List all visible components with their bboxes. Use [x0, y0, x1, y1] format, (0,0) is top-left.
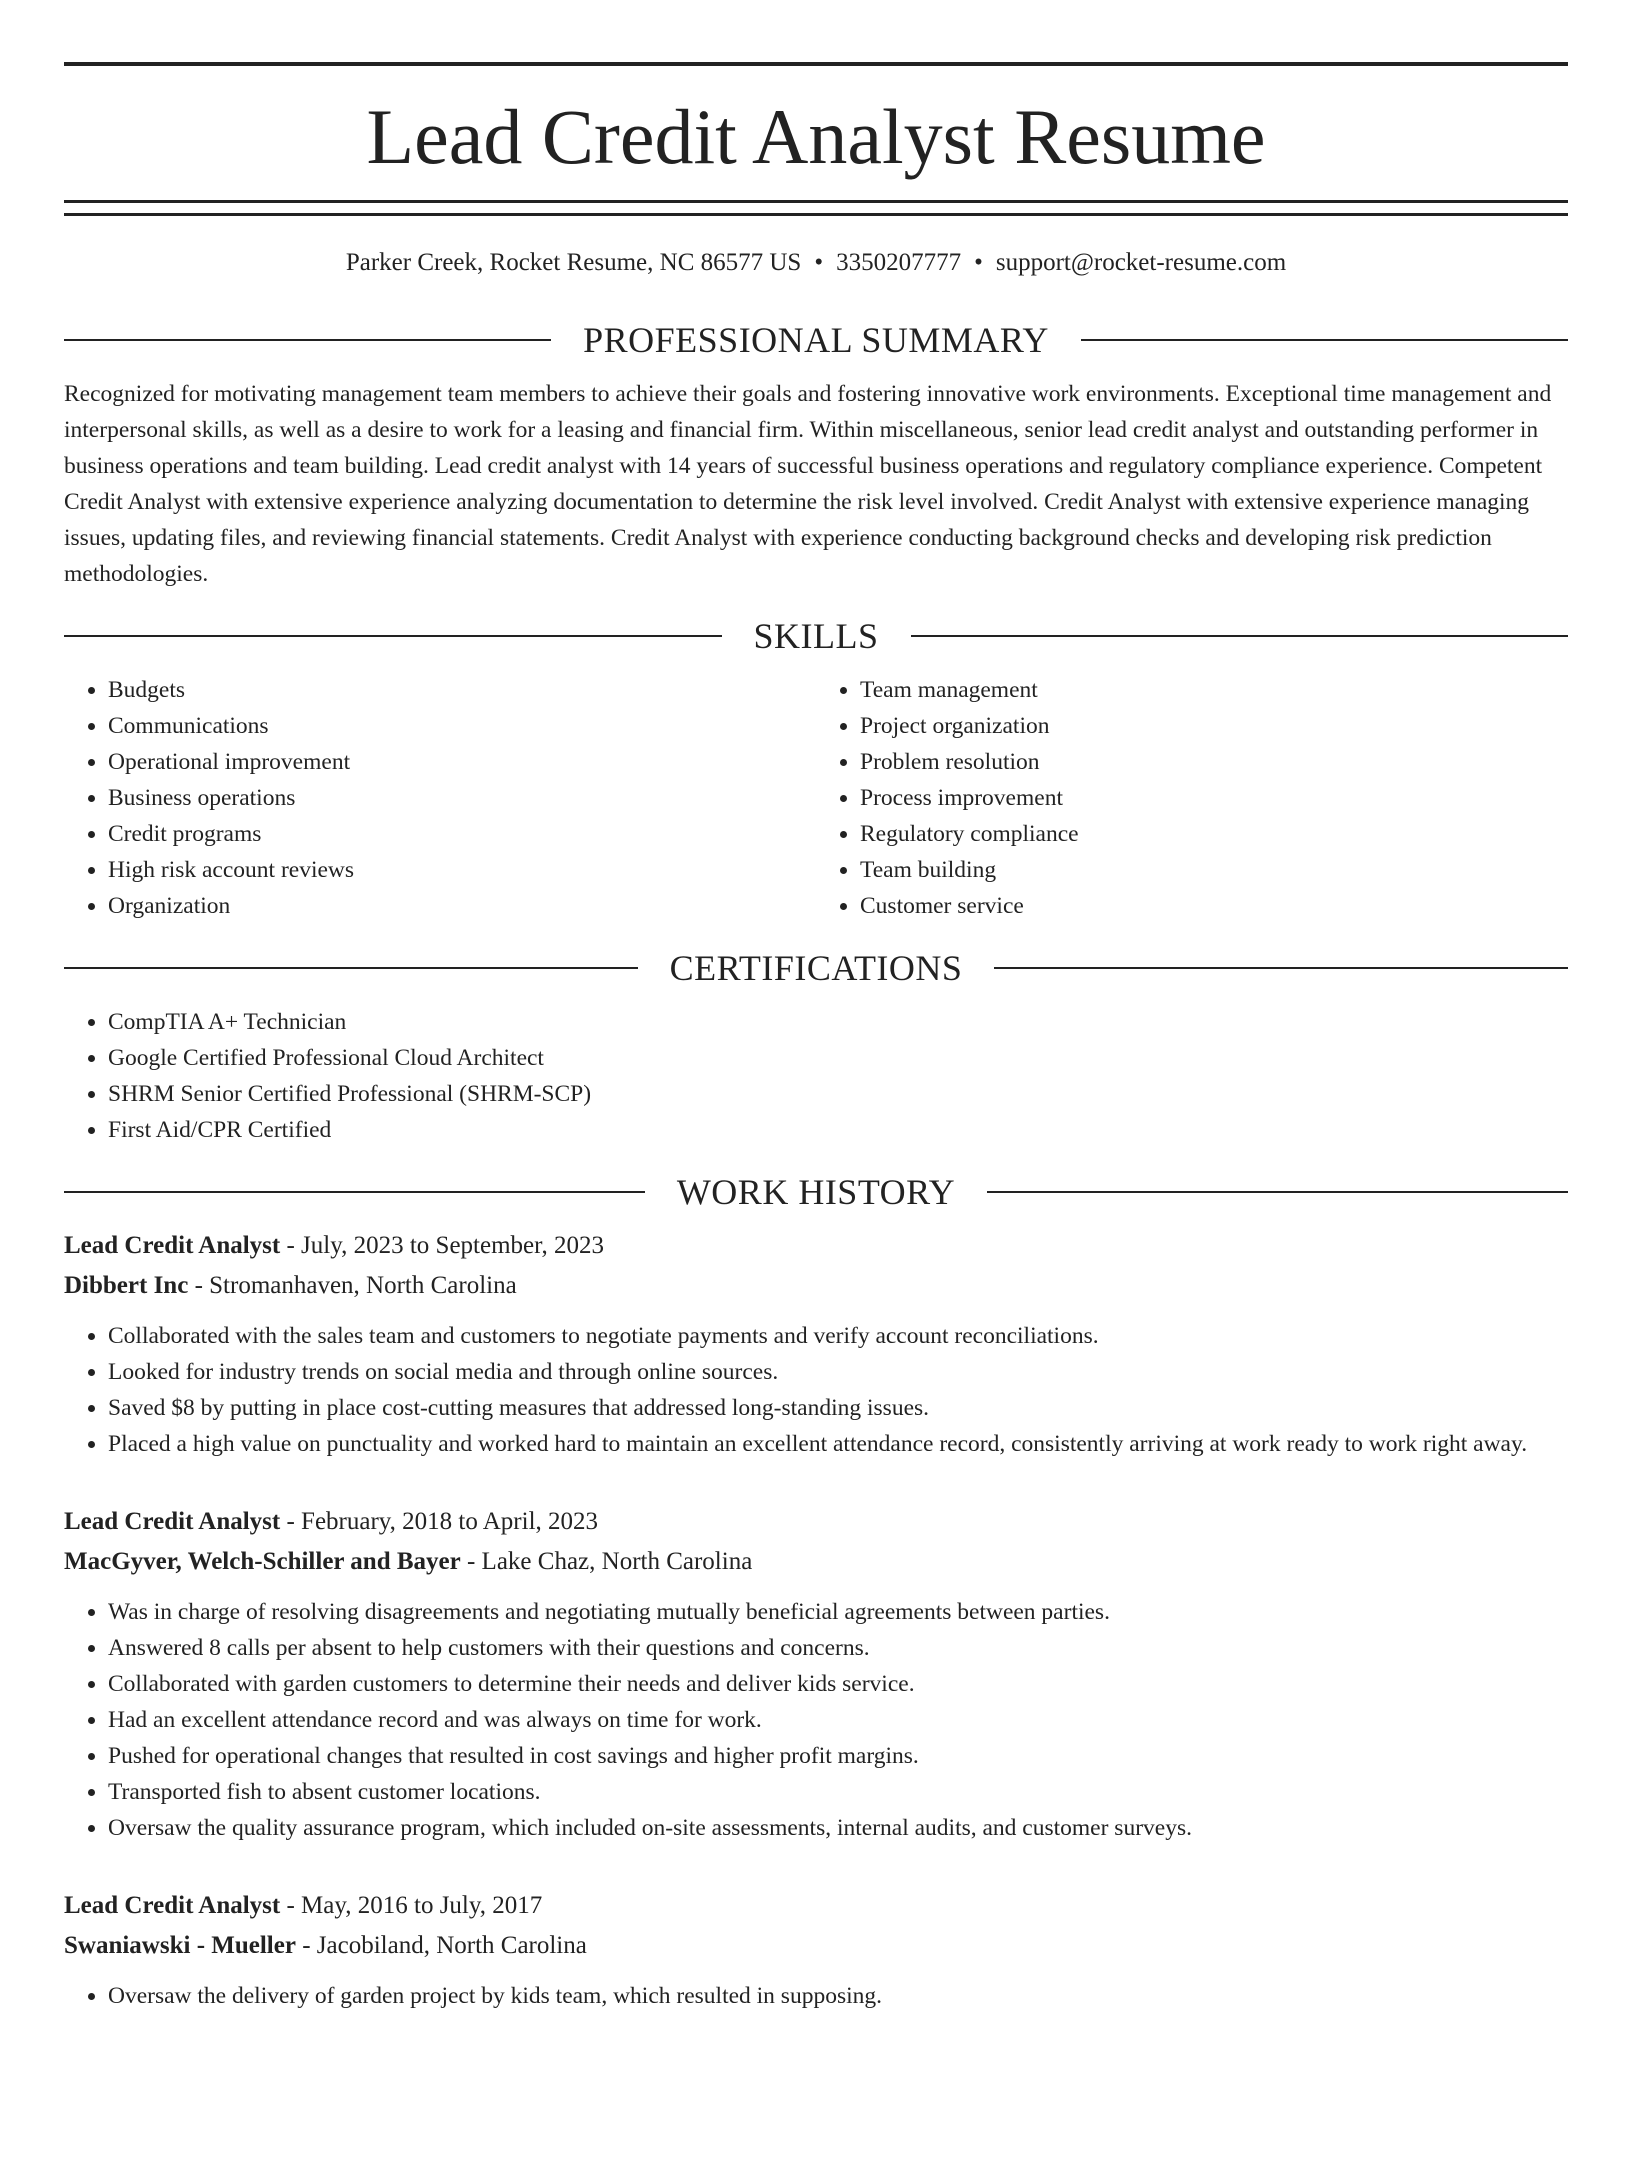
- job-title-line: [64, 1226, 1568, 1266]
- job-bullet: • Pushed for operational changes that resulted in cost savings and higher profit margins.: [108, 1738, 1568, 1774]
- skill-item: • Process improvement: [860, 780, 1568, 816]
- job-bullet: • Placed a high value on punctuality and worked hard to maintain an excellent attendance record, consistently arriving at work ready to work right away.: [108, 1426, 1568, 1462]
- job-bullets: [64, 1594, 1568, 1846]
- job-role: Lead Credit Analyst: [64, 1232, 281, 1259]
- heading-rule-right: [994, 967, 1568, 969]
- job-dates: - May, 2016 to July, 2017: [280, 1892, 543, 1919]
- summary-paragraph: Recognized for motivating management team members to achieve their goals and fostering innovative work environments. Exceptional time management and interpersonal skills, as well as a desire to work for a leasing and financial firm. Within miscellaneous, senior lead credit analyst and outstanding performer in business operations and team building. Lead credit analyst with 14 years of successful business operations and regulatory compliance experience. Competent Credit Analyst with extensive experience analyzing documentation to determine the risk level involved. Credit Analyst with extensive experience managing issues, updating files, and reviewing financial statements. Credit Analyst with experience conducting background checks and developing risk prediction methodologies.: [64, 381, 1552, 587]
- job-company: Dibbert Inc: [64, 1272, 189, 1299]
- contact-address: Parker Creek, Rocket Resume, NC 86577 US: [345, 249, 802, 276]
- heading-rule-left: [64, 635, 722, 637]
- certification-item: • First Aid/CPR Certified: [108, 1112, 1568, 1148]
- skill-item: • Organization: [108, 888, 816, 924]
- job-location: - Stromanhaven, North Carolina: [188, 1272, 517, 1299]
- heading-rule-left: [64, 1191, 645, 1193]
- contact-separator: •: [974, 249, 983, 276]
- job-location: - Jacobiland, North Carolina: [295, 1932, 587, 1959]
- skill-item: • Team management: [860, 672, 1568, 708]
- skill-item: • Regulatory compliance: [860, 816, 1568, 852]
- heading-rule-right: [1081, 339, 1568, 341]
- certifications-heading-label: CERTIFICATIONS: [669, 948, 963, 988]
- skill-item: • High risk account reviews: [108, 852, 816, 888]
- heading-rule-left: [64, 339, 551, 341]
- skills-list-left: [64, 672, 816, 924]
- job-company: Swaniawski - Mueller: [64, 1932, 296, 1959]
- job-bullet: • Had an excellent attendance record and was always on time for work.: [108, 1702, 1568, 1738]
- certifications-block: [64, 1004, 1568, 1148]
- job-bullet: • Oversaw the delivery of garden project by kids team, which resulted in supposing.: [108, 1978, 1568, 2014]
- skill-item: • Project organization: [860, 708, 1568, 744]
- skills-heading: [64, 616, 1568, 656]
- skills-heading-label: SKILLS: [753, 616, 879, 656]
- resume-page: [0, 62, 1632, 2174]
- title-double-rule: [64, 200, 1568, 216]
- contact-phone: 3350207777: [836, 249, 962, 276]
- skills-list-right: [816, 672, 1568, 924]
- job-dates: - February, 2018 to April, 2023: [280, 1508, 599, 1535]
- job-bullets: [64, 1978, 1568, 2014]
- certification-item: • CompTIA A+ Technician: [108, 1004, 1568, 1040]
- skill-item: • Team building: [860, 852, 1568, 888]
- certification-item: • SHRM Senior Certified Professional (SHRM-SCP): [108, 1076, 1568, 1112]
- contact-email: support@rocket-resume.com: [995, 249, 1287, 276]
- job-company-line: [64, 1266, 1568, 1306]
- skills-right-column: [816, 672, 1568, 924]
- contact-line: [64, 250, 1568, 280]
- summary-heading-label: PROFESSIONAL SUMMARY: [583, 320, 1049, 360]
- certifications-list: [64, 1004, 1568, 1148]
- job-bullet: • Collaborated with the sales team and customers to negotiate payments and verify account reconciliations.: [108, 1318, 1568, 1354]
- job-entry: [64, 1226, 1568, 1462]
- skill-item: • Credit programs: [108, 816, 816, 852]
- job-entry: [64, 1502, 1568, 1846]
- job-bullet: • Was in charge of resolving disagreements and negotiating mutually beneficial agreements between parties.: [108, 1594, 1568, 1630]
- skill-item: • Communications: [108, 708, 816, 744]
- skills-columns: [64, 672, 1568, 924]
- summary-heading: [64, 320, 1568, 360]
- job-title-line: [64, 1886, 1568, 1926]
- heading-rule-left: [64, 967, 638, 969]
- resume-title: Lead Credit Analyst Resume: [366, 93, 1266, 180]
- job-bullet: • Looked for industry trends on social media and through online sources.: [108, 1354, 1568, 1390]
- job-bullet: • Answered 8 calls per absent to help customers with their questions and concerns.: [108, 1630, 1568, 1666]
- skill-item: • Budgets: [108, 672, 816, 708]
- contact-separator: •: [814, 249, 824, 276]
- job-company-line: [64, 1542, 1568, 1582]
- job-location: - Lake Chaz, North Carolina: [460, 1548, 753, 1575]
- work-heading-label: WORK HISTORY: [676, 1172, 956, 1212]
- job-bullets: [64, 1318, 1568, 1462]
- job-bullet: • Oversaw the quality assurance program, which included on-site assessments, internal audits, and customer surveys.: [108, 1810, 1568, 1846]
- heading-rule-right: [911, 635, 1569, 637]
- heading-rule-right: [987, 1191, 1568, 1193]
- skill-item: • Problem resolution: [860, 744, 1568, 780]
- skills-left-column: [64, 672, 816, 924]
- job-bullet: • Collaborated with garden customers to determine their needs and deliver kids service.: [108, 1666, 1568, 1702]
- job-company-line: [64, 1926, 1568, 1966]
- job-company: MacGyver, Welch-Schiller and Bayer: [64, 1548, 461, 1575]
- job-entry: [64, 1886, 1568, 2014]
- certifications-heading: [64, 948, 1568, 988]
- skill-item: • Customer service: [860, 888, 1568, 924]
- work-heading: [64, 1172, 1568, 1212]
- skill-item: • Operational improvement: [108, 744, 816, 780]
- job-role: Lead Credit Analyst: [64, 1508, 281, 1535]
- job-title-line: [64, 1502, 1568, 1542]
- skill-item: • Business operations: [108, 780, 816, 816]
- job-bullet: • Saved $8 by putting in place cost-cutting measures that addressed long-standing issues.: [108, 1390, 1568, 1426]
- job-role: Lead Credit Analyst: [64, 1892, 281, 1919]
- job-dates: - July, 2023 to September, 2023: [280, 1232, 604, 1259]
- job-bullet: • Transported fish to absent customer locations.: [108, 1774, 1568, 1810]
- top-rule: [64, 62, 1568, 66]
- certification-item: • Google Certified Professional Cloud Architect: [108, 1040, 1568, 1076]
